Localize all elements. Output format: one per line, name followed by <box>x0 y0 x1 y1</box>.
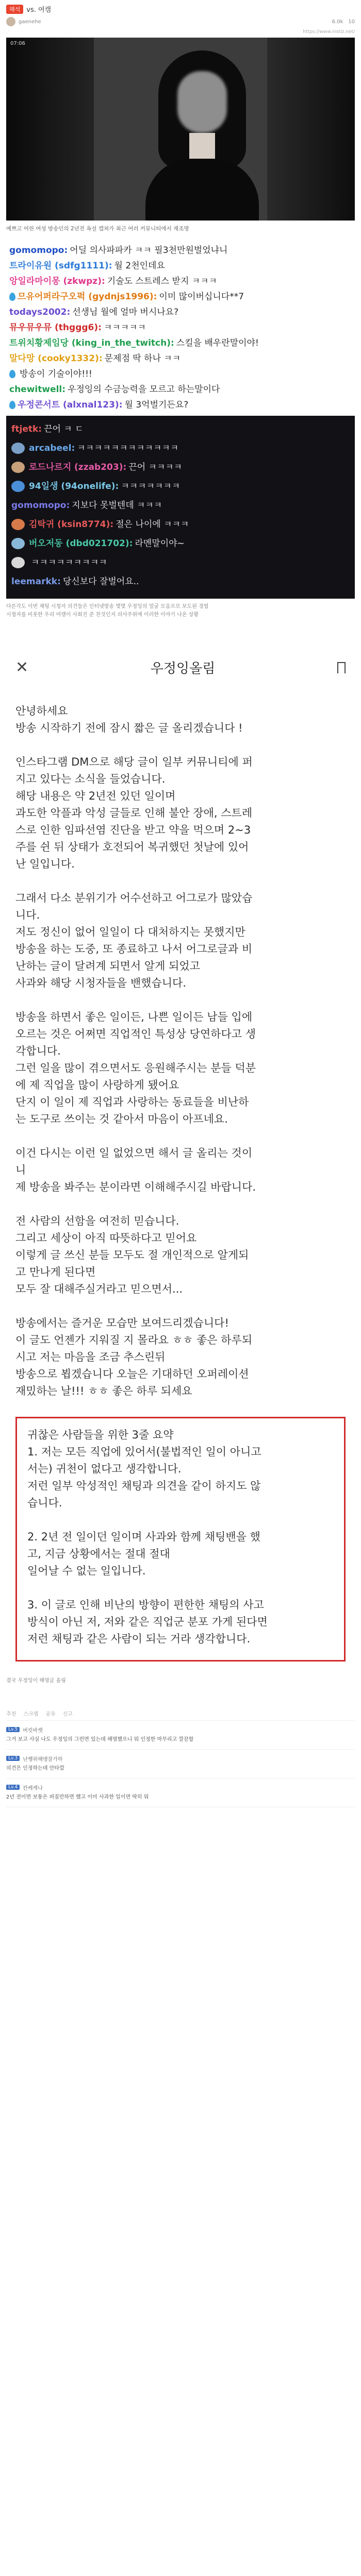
user-badge-icon <box>11 462 25 473</box>
comment-action-추천[interactable]: 추천 <box>6 1711 17 1717</box>
donation-drop-icon <box>9 401 15 409</box>
close-icon[interactable]: ✕ <box>15 658 29 677</box>
post-header <box>0 0 361 35</box>
letter-paragraph: 안녕하세요 방송 시작하기 전에 잠시 짧은 글 올리겠습니다 ! <box>15 704 243 734</box>
chat-nickname[interactable]: 김탁귀 (ksin8774): <box>29 519 114 530</box>
chat-message <box>11 458 350 477</box>
level-badge: Lv.5 <box>6 1727 20 1732</box>
author-info[interactable] <box>6 17 41 26</box>
comment-action-공유[interactable]: 공유 <box>45 1711 56 1717</box>
image-caption: 다른각도 이번 채팅 시청자 의견들은 인터넷방송 몇몇 우정잉의 얼굴 모음으로 보도된 경험 시청자를 비롯한 우리 여캠이 사회진 준 찬것인지 의사주위에 이러한 이야기 나온 상황 <box>6 603 209 618</box>
chat-message <box>9 382 352 397</box>
comment-author[interactable]: 난쨍위해맹잘가하 <box>23 1756 63 1762</box>
chat-message <box>11 420 350 439</box>
chat-nickname[interactable]: gomomopo: <box>11 500 70 511</box>
letter-paragraph: 이건 다시는 이런 일 없었으면 해서 글 올리는 것이 니 제 방송을 봐주는 분이라면 이해해주시길 바랍니다. <box>15 1146 256 1193</box>
chat-message <box>9 258 352 274</box>
comment-header <box>6 1755 355 1762</box>
chat-message <box>9 335 352 351</box>
post-stats <box>332 19 355 25</box>
chat-nickname[interactable]: 뮤우뮤우뮤 (thggg6): <box>9 322 102 333</box>
chat-text: 어딜 의사파파카 ㅋㅋ 필3천만원벌었냐니 <box>70 245 228 256</box>
donation-drop-icon <box>9 293 15 301</box>
chat-text: 라멘말이야~ <box>135 538 185 549</box>
letter-paragraph: 그래서 다소 분위기가 어수선하고 어그로가 많았습 니다. 저도 정신이 없어 일일이 다 대처하지는 못했지만 방송을 하는 도중, 또 종료하고 나서 어그로글과 비 난하는 글이 달려계 되면서 알게 되었고 사과와 해당 시청자들을 밴했습니다. <box>15 891 253 989</box>
comment-item <box>6 1721 355 1750</box>
chat-nickname[interactable]: ftjetk: <box>11 423 42 434</box>
chat-text: 지보다 못벌텐데 ㅋㅋㅋ <box>72 500 162 511</box>
avatar <box>6 17 15 26</box>
chat-message <box>9 274 352 289</box>
comment-body: 의견은 인정하는데 안타깝 <box>6 1765 64 1771</box>
author-name[interactable]: gaenehe <box>19 19 41 25</box>
chat-text: 끈어 ㅋ ㄷ <box>44 423 84 434</box>
chat-text: 끈어 ㅋㅋㅋㅋ <box>128 462 183 472</box>
bookmark-icon[interactable] <box>337 662 346 673</box>
video-caption: 예쁘고 어린 여성 방송인의 2년전 욕설 캡쳐가 최근 여러 커뮤니티에서 재조명 <box>6 226 189 232</box>
comment-body: 그거 보고 사실 나도 우정잉의 그런면 있는데 해명했으니 뭐 인정한 마무리고 깔끔함 <box>6 1736 194 1742</box>
chat-text: 선생님 월에 얼마 버시나요? <box>72 307 179 317</box>
user-badge-icon <box>11 443 25 454</box>
summary-text: 귀찮은 사람들을 위한 3줄 요약 1. 저는 모든 직업에 있어서(불법적인 일이 아니고 서는) 귀천이 없다고 생각합니다. 저런 일부 악성적인 채팅과 의견을 같이 하지도 않 습니다. 2. 2년 전 일이던 일이며 사과와 함께 채팅밴을 했 고, 지금 상황에서는 절대 절대 일어날 수 없는 일입니다. 3. 이 글로 인해 비난의 방향이 편한한 채팅의 사고 방식이 아닌 저, 저와 같은 직업군 분포 가게 된다면 저런 채팅과 같은 사람이 되는 거라 생각합니다. <box>27 1428 268 1645</box>
chat-nickname[interactable]: todays2002: <box>9 307 71 317</box>
chat-message <box>9 304 352 320</box>
summary-box <box>15 1417 346 1662</box>
chat-message <box>11 515 350 534</box>
chat-message <box>11 477 350 496</box>
comment-header <box>6 1726 355 1734</box>
post-meta <box>6 17 355 26</box>
comments-section <box>0 1709 361 1807</box>
comment-author[interactable]: 버킷바켓 <box>23 1727 43 1734</box>
footer-note: 결국 우정잉이 해명글 올림 <box>6 1677 66 1684</box>
chat-text: 당신보다 잘벌어요.. <box>62 576 139 587</box>
chat-text: 우정잉의 수금능력을 모르고 하는말이다 <box>68 384 220 395</box>
chat-nickname[interactable]: 버오저동 (dbd021702): <box>29 538 133 549</box>
letter-paragraph: 전 사람의 선함을 여전히 믿습니다. 그리고 세상이 아직 따뜻하다고 믿어요 이렇게 글 쓰신 분들 모두도 절 개인적으로 알게되 고 만나게 된다면 모두 잘 대해주실거라고 믿으면서... <box>15 1214 249 1295</box>
chat-nickname[interactable]: arcabeel: <box>29 443 75 453</box>
user-badge-icon <box>11 519 25 530</box>
comment-author[interactable]: 칸케캐나 <box>23 1785 43 1791</box>
chat-message <box>9 366 352 382</box>
source-url[interactable]: https://www.instiz.net/ <box>303 29 355 35</box>
letter-paragraph: 방송에서는 즐거운 모습만 보여드리겠습니다! 이 글도 언젠가 지워질 지 몰라요 ㅎㅎ 좋은 하루되 시고 저는 마음을 조금 추스린뒤 방송으로 뵙겠습니다 오늘은 기대하던 오퍼레이션 재밌하는 날!!! ㅎㅎ 좋은 하루 되세요 <box>15 1316 253 1397</box>
video-timestamp: 07:06 <box>10 41 25 46</box>
chat-text: 기술도 스트레스 받지 ㅋㅋㅋ <box>107 276 218 286</box>
user-badge-icon <box>11 481 25 492</box>
comment-list <box>6 1721 355 1807</box>
chat-text: 문제점 딱 하나 ㅋㅋ <box>104 353 181 364</box>
user-badge-icon <box>11 538 25 549</box>
chat-nickname[interactable]: 앙일라마이몽 (zkwpz): <box>9 276 105 286</box>
chat-nickname[interactable]: 트라이유원 (sdfg1111): <box>9 260 112 271</box>
chat-message <box>11 439 350 458</box>
chat-text: ㅋㅋㅋㅋㅋㅋㅋ <box>121 481 180 492</box>
stream-screenshot <box>6 38 355 221</box>
comment-item <box>6 1750 355 1778</box>
category-badge[interactable]: 해석 <box>6 5 23 14</box>
chat-text: 방송이 기술이야!!! <box>20 368 92 379</box>
chat-text: 이미 많이버십니다**7 <box>159 291 244 302</box>
chat-nickname[interactable]: 우정콘서트 (alxnal123): <box>18 399 123 410</box>
chat-nickname[interactable]: gomomopo: <box>9 245 68 256</box>
comments-count: 10 <box>348 19 355 25</box>
post-title-row <box>6 4 355 14</box>
letter-body <box>15 703 346 1400</box>
level-badge: Lv.4 <box>6 1785 20 1790</box>
letter-paragraph: 인스타그램 DM으로 해당 글이 일부 커뮤니티에 퍼 지고 있다는 소식을 들었습니다. 해당 내용은 약 2년전 있던 일이며 과도한 악플과 악성 글들로 인해 불안 장애, 스트레 스로 인한 임파선염 진단을 받고 약을 먹으며 2~3 주를 쉰 뒤 상태가 호전되어 복귀했던 첫날에 있어 난 일입니다. <box>15 755 253 870</box>
level-badge: Lv.3 <box>6 1756 20 1761</box>
comment-item <box>6 1778 355 1807</box>
blurred-face <box>177 71 227 133</box>
chat-message <box>11 572 350 591</box>
chat-log-light <box>6 240 355 416</box>
apology-letter <box>0 652 361 1662</box>
chat-message <box>11 534 350 553</box>
streamer-figure <box>145 50 259 221</box>
letter-paragraph: 방송을 하면서 좋은 일이든, 나쁜 일이든 남들 입에 오르는 것은 어쩌면 직업적인 특성상 당연하다고 생 각합니다. 그런 일을 많이 겪으면서도 응원해주시는 분들 덕분 에 제 직업을 많이 사랑하게 됐어요 단지 이 일이 제 직업과 사랑하는 동료들을 비난하 는 도구로 쓰이는 것 같아서 마음이 아프네요. <box>15 1010 256 1125</box>
chat-text: 월 3억벌기든요? <box>124 399 189 410</box>
chat-text: ㅋㅋㅋㅋㅋㅋㅋㅋㅋㅋㅋㅋ <box>77 443 179 453</box>
chat-text: ㅋㅋㅋㅋㅋㅋㅋㅋㅋ <box>31 557 107 568</box>
chat-text: 절은 나이에 ㅋㅋㅋ <box>116 519 189 530</box>
chat-message <box>9 397 352 413</box>
chat-nickname[interactable]: 트위치황제임당 (king_in_the_twitch): <box>9 337 174 348</box>
chat-message <box>9 320 352 335</box>
chat-text: 월 2천인데요 <box>114 260 165 271</box>
chat-nickname[interactable]: 므유어퍼라구오퍽 (gydnjs1996): <box>18 291 157 302</box>
chat-text: ㅋㅋㅋㅋㅋ <box>103 322 146 333</box>
donation-drop-icon <box>9 370 15 378</box>
comment-body: 2년 전이면 보통은 퍼질만하면 했고 이미 사과한 일이면 딱히 뭐 <box>6 1794 149 1800</box>
comment-actions <box>6 1709 355 1721</box>
post-title: vs. 여캠 <box>26 6 52 14</box>
comment-action-스크랩[interactable]: 스크랩 <box>23 1711 39 1717</box>
chat-nickname[interactable]: 말다망 (cooky1332): <box>9 353 103 364</box>
comment-header <box>6 1784 355 1791</box>
chat-message <box>9 243 352 258</box>
chat-message <box>11 553 350 572</box>
comment-action-신고[interactable]: 신고 <box>62 1711 73 1717</box>
letter-title: 우정잉올림 <box>150 661 216 677</box>
chat-message <box>9 289 352 304</box>
chat-message <box>11 496 350 515</box>
chat-nickname[interactable]: 94일생 (94onelife): <box>29 481 119 492</box>
views-count: 6.0k <box>332 19 343 25</box>
chat-nickname[interactable]: leemarkk: <box>11 576 61 587</box>
chat-message <box>9 351 352 366</box>
chat-nickname[interactable]: chewitwell: <box>9 384 66 395</box>
chat-text: 스킬을 배우란말이야! <box>176 337 259 348</box>
user-badge-icon <box>11 557 25 568</box>
chat-log-dark <box>6 416 355 599</box>
letter-toolbar <box>15 652 346 683</box>
chat-nickname[interactable]: 로드나르지 (zzab203): <box>29 462 127 472</box>
